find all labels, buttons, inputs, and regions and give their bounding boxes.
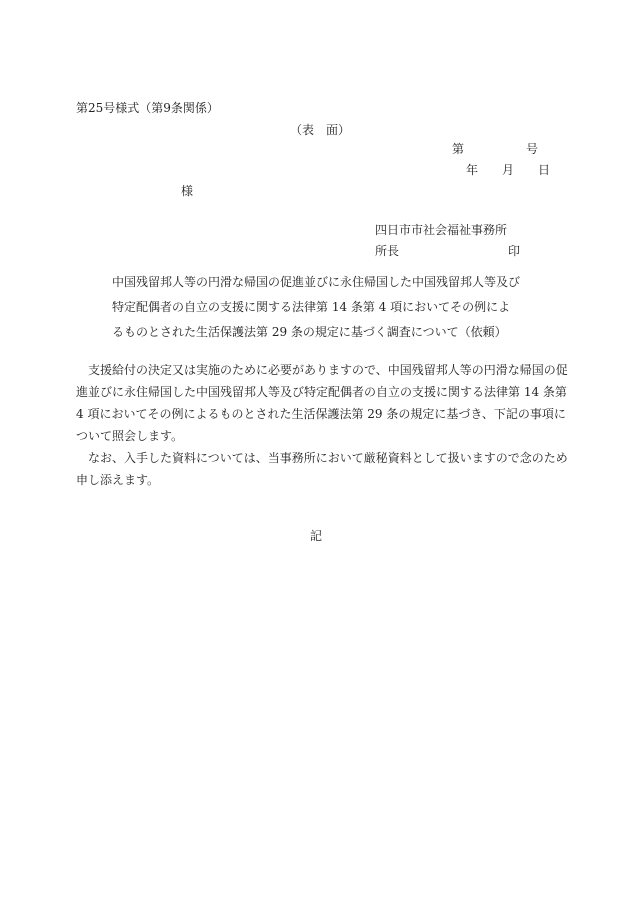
body-line: 申し添えます。 bbox=[76, 473, 160, 487]
document-number-suffix: 号 bbox=[526, 142, 539, 156]
form-label: 第25号様式（第9条関係） bbox=[76, 101, 219, 115]
body-line: 支援給付の決定又は実施のために必要がありますので、中国残留邦人等の円滑な帰国の促 bbox=[76, 363, 568, 377]
date-month-label: 月 bbox=[502, 163, 515, 177]
subject-line: 中国残留邦人等の円滑な帰国の促進並びに永住帰国した中国残留邦人等及び bbox=[112, 275, 521, 289]
subject-line: るものとされた生活保護法第 29 条の規定に基づく調査について（依頼） bbox=[112, 325, 507, 339]
body-line: ついて照会します。 bbox=[76, 429, 184, 443]
addressee-suffix: 様 bbox=[181, 184, 194, 198]
body-line: 4 項においてその例によるものとされた生活保護法第 29 条の規定に基づき、下記の事項に bbox=[76, 407, 566, 421]
side-label: （表 面） bbox=[290, 123, 351, 137]
sender-office: 四日市市社会福祉事務所 bbox=[375, 223, 508, 237]
sender-title: 所長 bbox=[375, 244, 400, 258]
date-day-label: 日 bbox=[538, 163, 551, 177]
body-line: なお、入手した資料については、当事務所において厳秘資料として扱いますので念のため bbox=[76, 451, 568, 465]
sender-seal: 印 bbox=[508, 244, 521, 258]
date-year-label: 年 bbox=[466, 163, 479, 177]
document-number-prefix: 第 bbox=[452, 142, 465, 156]
note-heading: 記 bbox=[310, 529, 323, 543]
subject-line: 特定配偶者の自立の支援に関する法律第 14 条第 4 項においてその例によ bbox=[112, 300, 511, 314]
body-line: 進並びに永住帰国した中国残留邦人等及び特定配偶者の自立の支援に関する法律第 14 条第 bbox=[76, 385, 567, 399]
